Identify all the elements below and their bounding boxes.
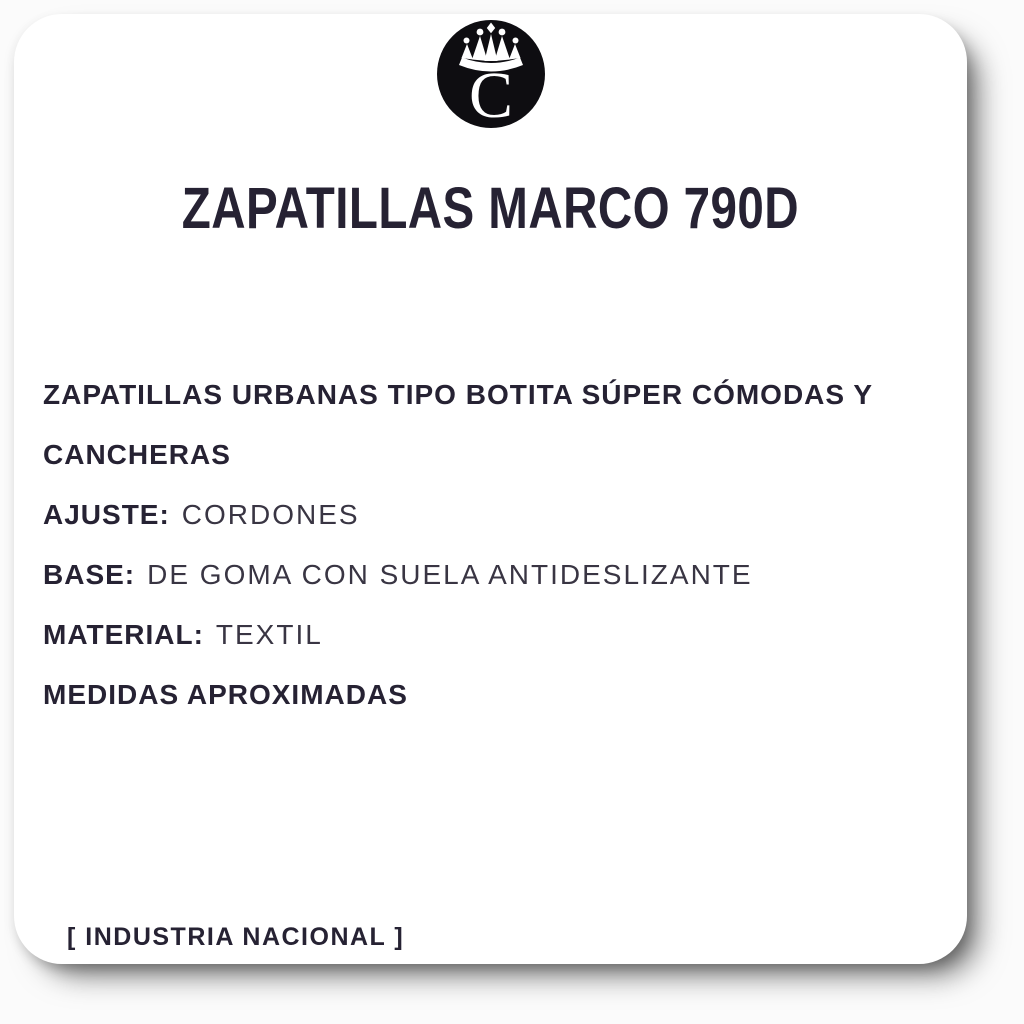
product-description xyxy=(43,365,943,725)
description-intro-line-1: ZAPATILLAS URBANAS TIPO BOTITA SÚPER CÓMODAS Y xyxy=(43,379,874,410)
brand-logo-graphic xyxy=(437,20,545,128)
origin-label: [ INDUSTRIA NACIONAL ] xyxy=(67,923,405,951)
description-intro-line-2: CANCHERAS xyxy=(43,439,231,470)
spec-value-base: DE GOMA CON SUELA ANTIDESLIZANTE xyxy=(147,559,753,590)
spec-value-material: TEXTIL xyxy=(215,619,323,650)
spec-row-base xyxy=(43,545,943,605)
spec-row-ajuste xyxy=(43,485,943,545)
spec-value-ajuste: CORDONES xyxy=(181,499,360,530)
spec-label-base: BASE: xyxy=(43,559,136,590)
brand-monogram: C xyxy=(468,59,513,128)
product-title xyxy=(14,176,967,241)
spec-label-material: MATERIAL: xyxy=(43,619,204,650)
measures-heading: MEDIDAS APROXIMADAS xyxy=(43,679,408,710)
spec-row-material xyxy=(43,605,943,665)
product-card xyxy=(14,14,967,964)
brand-logo xyxy=(437,20,545,128)
product-title-text: ZAPATILLAS MARCO 790D xyxy=(181,176,800,241)
spec-label-ajuste: AJUSTE: xyxy=(43,499,170,530)
